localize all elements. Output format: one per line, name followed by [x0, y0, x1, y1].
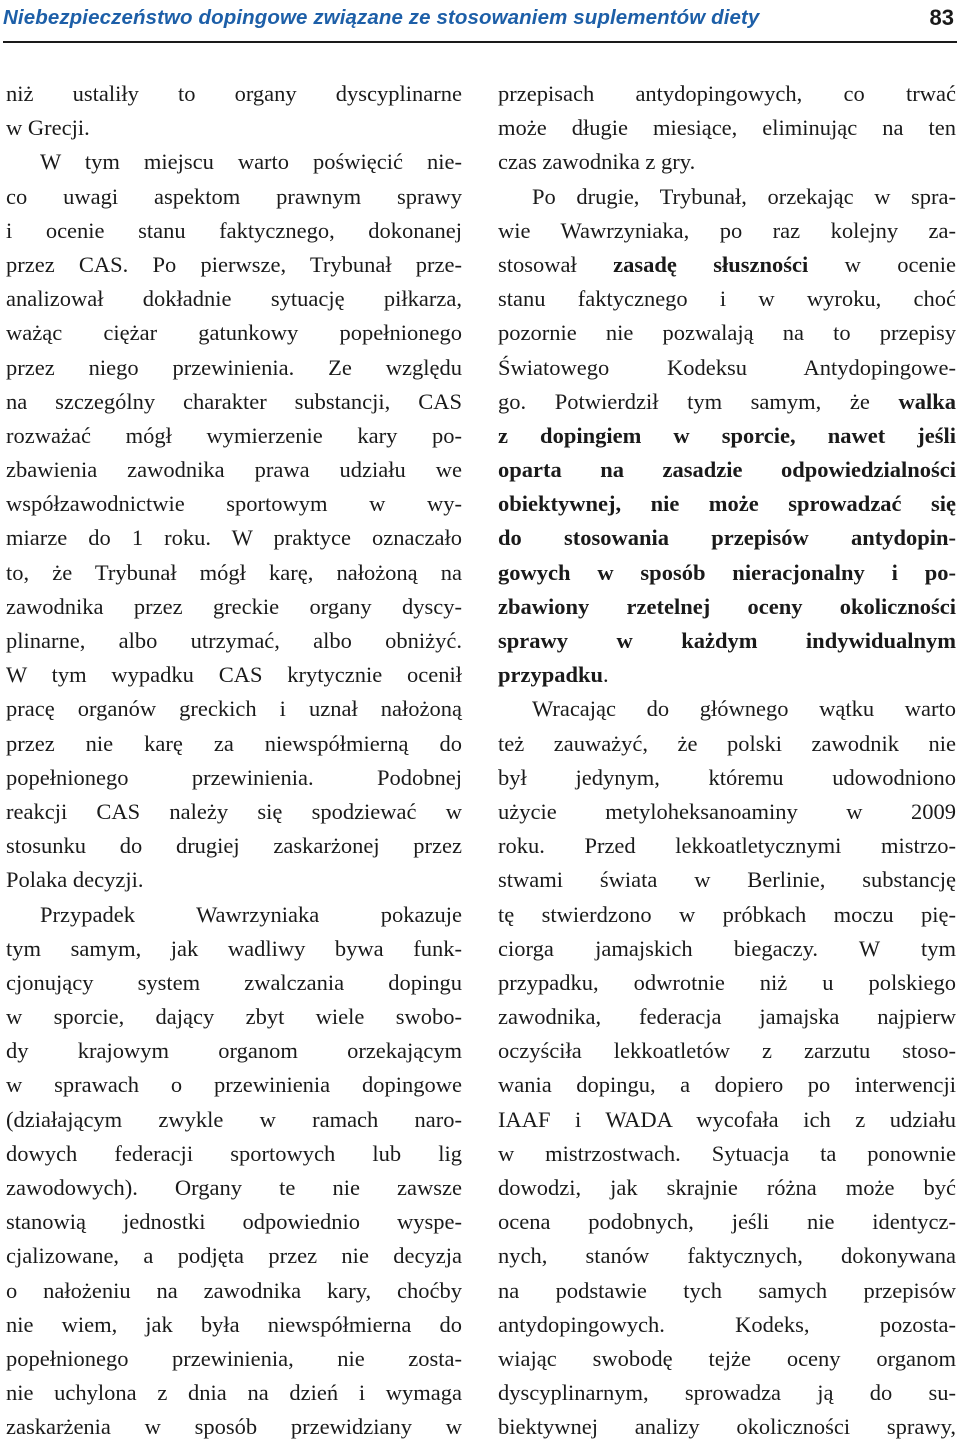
text-line: tę stwierdzono w próbkach moczu pię- [498, 901, 956, 927]
text-line: W tym miejscu warto poświęcić nie- [40, 149, 462, 175]
bold-text-run: sprawy w każdym indywidualnym [498, 628, 956, 653]
text-line: ocena podobnych, jeśli nie identycz- [498, 1209, 956, 1235]
text-line: niż ustaliły to organy dyscyplinarne [6, 81, 462, 106]
text-line: wania dopingu, a dopiero po interwencji [498, 1072, 956, 1098]
text-line: przepisach antydopingowych, co trwać [498, 81, 956, 106]
text-line: popełnionego przewinienia. Podobnej [6, 764, 462, 790]
bold-text-run: gowych w sposób nieracjonalny i po- [498, 559, 956, 585]
text-line: też zauważyć, że polski zawodnik nie [498, 730, 956, 756]
text-line: w mistrzostwach. Sytuacja ta ponownie [498, 1140, 956, 1166]
text-line: W tym wypadku CAS krytycznie ocenił [6, 662, 462, 688]
bold-text-run: oparta na zasadzie odpowiedzialności [498, 457, 956, 483]
right-column [498, 77, 956, 1445]
text-run: stosował [498, 251, 614, 277]
text-line: cjonujący system zwalczania dopingu [6, 969, 462, 995]
bold-text-run: zbawiony rzetelnej oceny okoliczności [498, 593, 956, 619]
text-line: dyscyplinarnym, sprowadza ją do su- [498, 1380, 956, 1406]
text-line: co uwagi aspektom prawnym sprawy [6, 183, 462, 209]
text-line: może długie miesiące, eliminując na ten [498, 115, 956, 141]
text-line: zawodnika, federacja jamajska najpierw [498, 1004, 956, 1030]
text-line: na szczególny charakter substancji, CAS [6, 388, 462, 414]
text-line: zaskarżenia w sposób przewidziany w [6, 1414, 462, 1440]
page-number: 83 [929, 5, 954, 30]
text-line [498, 624, 956, 658]
text-line: miarze do 1 roku. W praktyce oznaczało [6, 525, 462, 551]
text-line [498, 487, 956, 521]
text-line: w sprawach o przewinienia dopingowe [6, 1072, 462, 1098]
text-line: pozornie nie pozwalają na to przepisy [498, 320, 956, 346]
text-line: zawodnika przez greckie organy dyscy- [6, 593, 462, 619]
text-line: biektywnej analizy okoliczności sprawy, [498, 1414, 956, 1440]
text-line: dowodzi, jak skrajnie różna może być [498, 1175, 956, 1200]
text-line [498, 385, 956, 419]
text-line: wie Wawrzyniaka, po raz kolejny za- [498, 217, 956, 243]
text-line: nie uchylona z dnia na dzień i wymaga [6, 1380, 462, 1406]
text-line: wiając swobodę tejże oceny organom [498, 1345, 956, 1371]
text-line: analizował dokładnie sytuację piłkarza, [6, 286, 462, 312]
text-line: w Grecji. [6, 115, 90, 141]
text-line: czas zawodnika z gry. [498, 149, 696, 175]
bold-text-run: z dopingiem w sporcie, nawet jeśli [498, 422, 956, 448]
text-line [498, 658, 956, 692]
text-run: go. Potwierdził tym samym, że [498, 388, 899, 414]
text-line [498, 521, 956, 555]
text-line: reakcji CAS należy się spodziewać w [6, 798, 462, 824]
text-line: Polaka decyzji. [6, 867, 144, 893]
text-line: pracę organów greckich i uznał nałożoną [6, 696, 462, 722]
text-line: (działającym zwykle w ramach naro- [6, 1106, 462, 1132]
text-line [498, 453, 956, 487]
text-line: współzawodnictwie sportowym w wy- [6, 491, 462, 517]
text-line: popełnionego przewinienia, nie zosta- [6, 1345, 462, 1371]
bold-text-run: zasadę słuszności [613, 251, 809, 277]
header-rule [3, 41, 957, 43]
text-line [498, 556, 956, 590]
text-run: . [603, 662, 609, 688]
text-line: i ocenie stanu faktycznego, dokonanej [6, 217, 462, 243]
text-line: ciorga jamajskich biegaczy. W tym [498, 935, 956, 961]
text-line: na podstawie tych samych przepisów [498, 1277, 956, 1303]
text-line: o nałożeniu na zawodnika kary, choćby [6, 1277, 462, 1303]
text-line: Po drugie, Trybunał, orzekając w spra- [532, 183, 956, 209]
left-column [6, 77, 462, 1445]
text-line: plinarne, albo utrzymać, albo obniżyć. [6, 628, 462, 653]
bold-text-run: do stosowania przepisów antydopin- [498, 525, 956, 551]
text-line: przez nie karę za niewspółmierną do [6, 730, 462, 756]
text-line: dowych federacji sportowych lub lig [6, 1140, 462, 1166]
bold-text-run: przypadku [498, 662, 604, 688]
running-title: Niebezpieczeństwo dopingowe związane ze stosowaniem suplementów diety [3, 6, 760, 29]
text-line: w sporcie, dający zbyt wiele swobo- [6, 1004, 462, 1030]
text-line: ważąc ciężar gatunkowy popełnionego [6, 320, 462, 346]
text-line: Światowego Kodeksu Antydopingowe- [498, 354, 956, 380]
text-line: tym samym, jak wadliwy bywa funk- [6, 935, 462, 961]
text-line: to, że Trybunał mógł karę, nałożoną na [6, 559, 462, 585]
text-line: rozważać mógł wymierzenie kary po- [6, 422, 462, 448]
text-line: dy krajowym organom orzekającym [6, 1038, 462, 1064]
text-line [498, 419, 956, 453]
bold-text-run: walka [898, 388, 956, 414]
text-line: cjalizowane, a podjęta przez nie decyzja [6, 1243, 462, 1269]
text-line: nych, stanów faktycznych, dokonywana [498, 1243, 956, 1269]
text-line: antydopingowych. Kodeks, pozosta- [498, 1311, 956, 1337]
page-header [0, 0, 960, 46]
text-line: przypadku, odwrotnie niż u polskiego [498, 969, 956, 995]
text-line: przez niego przewinienia. Ze względu [6, 354, 462, 380]
text-line: roku. Przed lekkoatletycznymi mistrzo- [498, 833, 956, 859]
text-line: Wracając do głównego wątku warto [532, 696, 956, 722]
text-line [498, 590, 956, 624]
text-line: Przypadek Wawrzyniaka pokazuje [40, 901, 462, 927]
text-line: stanowią jednostki odpowiednio wyspe- [6, 1209, 462, 1235]
text-line: IAAF i WADA wycofała ich z udziału [498, 1106, 956, 1132]
text-line: zawodowych). Organy te nie zawsze [6, 1175, 462, 1200]
text-line: stwami świata w Berlinie, substancję [498, 867, 956, 893]
text-line: nie wiem, jak była niewspółmierna do [6, 1311, 462, 1337]
text-line: oczyściła lekkoatletów z zarzutu stoso- [498, 1038, 956, 1064]
text-line: stosunku do drugiej zaskarżonej przez [6, 833, 462, 859]
bold-text-run: obiektywnej, nie może sprowadzać się [498, 491, 956, 517]
text-line: stanu faktycznego i w wyroku, choć [498, 286, 956, 312]
text-run: w ocenie [808, 251, 957, 277]
text-line [498, 248, 956, 282]
text-line: zbawienia zawodnika prawa udziału we [6, 457, 462, 483]
text-line: użycie metyloheksanoaminy w 2009 [498, 798, 956, 824]
text-line: przez CAS. Po pierwsze, Trybunał prze- [6, 251, 462, 277]
text-line: był jedynym, któremu udowodniono [498, 764, 956, 790]
